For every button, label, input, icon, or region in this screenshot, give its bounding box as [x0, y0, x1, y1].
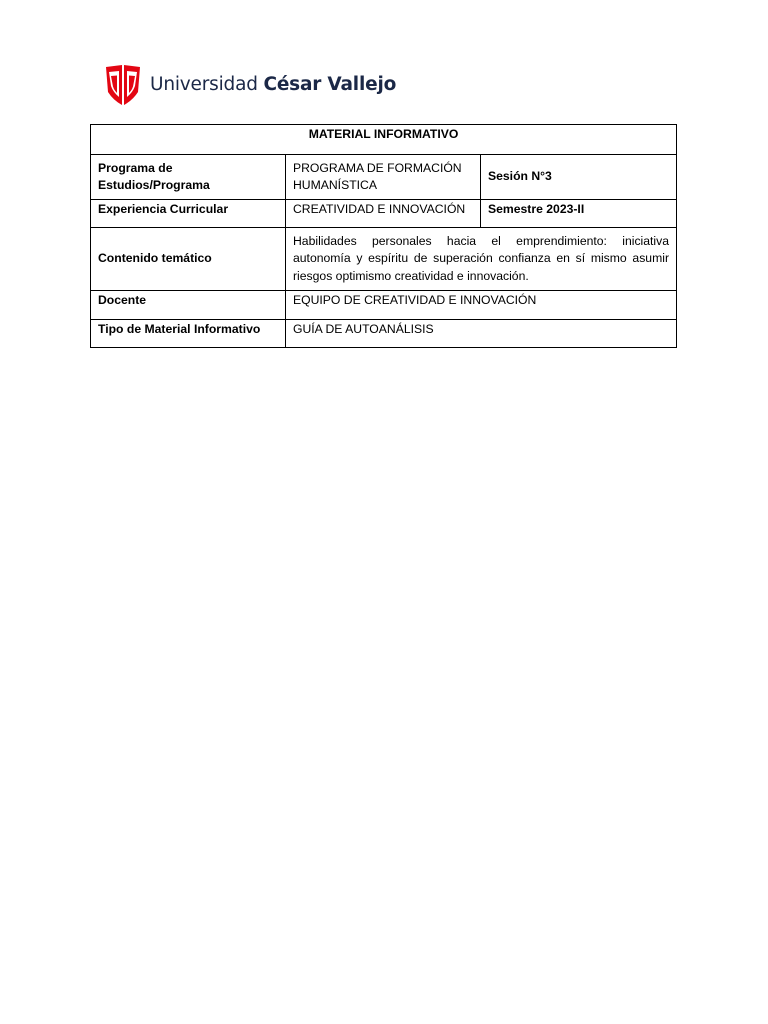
- university-name-regular: Universidad: [150, 74, 264, 95]
- table-row-program: [91, 155, 677, 200]
- content-value: Habilidades personales hacia el emprendimiento: iniciativa autonomía y espíritu de superación confianza en sí mismo asumir riesgos optimismo creatividad e innovación.: [286, 228, 677, 291]
- material-info-table: [90, 124, 677, 348]
- semester-label: Semestre 2023-II: [481, 200, 677, 228]
- table-row-experience: [91, 200, 677, 228]
- table-row-teacher: [91, 291, 677, 320]
- material-type-value: GUÍA DE AUTOANÁLISIS: [286, 320, 677, 348]
- table-row-material-type: [91, 320, 677, 348]
- teacher-label: Docente: [91, 291, 286, 320]
- experience-label: Experiencia Curricular: [91, 200, 286, 228]
- university-logo: [105, 64, 396, 106]
- university-shield-icon: [105, 64, 141, 106]
- table-title: MATERIAL INFORMATIVO: [91, 125, 677, 155]
- material-type-label: Tipo de Material Informativo: [91, 320, 286, 348]
- university-name: [150, 64, 396, 106]
- table-title-row: [91, 125, 677, 155]
- content-label: Contenido temático: [91, 228, 286, 291]
- university-name-bold: César Vallejo: [263, 74, 397, 95]
- table-row-content: [91, 228, 677, 291]
- teacher-value: EQUIPO DE CREATIVIDAD E INNOVACIÓN: [286, 291, 677, 320]
- program-label: Programa de Estudios/Programa: [91, 155, 286, 200]
- session-label: Sesión N°3: [481, 155, 677, 200]
- experience-value: CREATIVIDAD E INNOVACIÓN: [286, 200, 481, 228]
- program-value: PROGRAMA DE FORMACIÓN HUMANÍSTICA: [286, 155, 481, 200]
